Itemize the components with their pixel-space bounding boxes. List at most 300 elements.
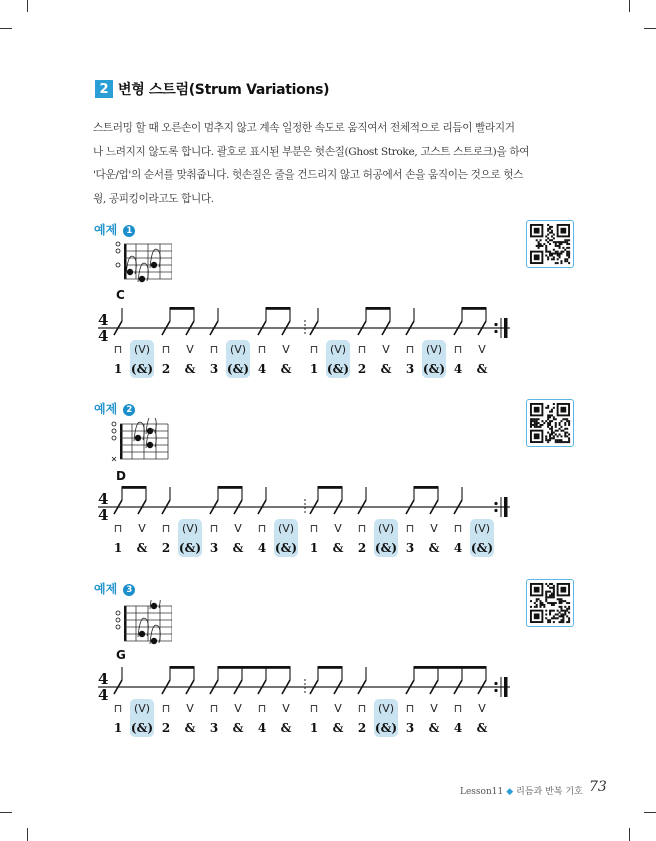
qr-module xyxy=(560,260,562,262)
section-number-badge: 2 xyxy=(95,80,113,98)
open-string-marker xyxy=(116,242,120,246)
repeat-dot xyxy=(494,330,497,333)
qr-module xyxy=(557,613,559,615)
crop-mark xyxy=(644,28,656,29)
qr-module xyxy=(553,241,555,243)
count-label: (&) xyxy=(470,541,494,555)
qr-module xyxy=(560,262,562,264)
qr-module xyxy=(555,241,557,243)
qr-module xyxy=(538,241,540,243)
qr-module xyxy=(536,420,538,422)
qr-module xyxy=(568,441,570,443)
strum-notation-2 xyxy=(90,482,530,560)
qr-module xyxy=(549,439,551,441)
stroke-symbol: ⊓ xyxy=(209,702,219,715)
qr-module xyxy=(562,610,564,612)
qr-module xyxy=(553,594,555,596)
stroke-symbol: V xyxy=(478,702,486,715)
qr-module xyxy=(547,405,549,407)
qr-module xyxy=(540,604,542,606)
qr-module xyxy=(555,418,557,420)
time-signature-top: 4 xyxy=(98,670,109,688)
qr-module xyxy=(536,606,538,608)
stroke-symbol: ⊓ xyxy=(113,702,123,715)
time-signature-bottom: 4 xyxy=(98,327,109,345)
qr-module xyxy=(540,239,542,241)
count-label: 3 xyxy=(405,541,415,555)
crop-mark xyxy=(0,812,12,813)
qr-module xyxy=(557,251,559,253)
qr-module xyxy=(547,416,549,418)
page-footer xyxy=(460,784,583,797)
stroke-symbol: ⊓ xyxy=(405,702,415,715)
stroke-symbol: ⊓ xyxy=(357,702,367,715)
qr-module xyxy=(555,430,557,432)
qr-module xyxy=(566,241,568,243)
qr-module xyxy=(545,610,547,612)
qr-code-icon[interactable] xyxy=(526,220,574,268)
count-label: & xyxy=(232,541,244,555)
qr-module xyxy=(549,610,551,612)
qr-module xyxy=(557,245,559,247)
qr-module xyxy=(549,591,551,593)
qr-module xyxy=(551,583,553,585)
qr-module xyxy=(547,424,549,426)
stroke-symbol: (V) xyxy=(229,343,247,356)
qr-module xyxy=(560,420,562,422)
qr-module xyxy=(536,239,538,241)
qr-module xyxy=(559,254,561,256)
qr-module xyxy=(538,598,540,600)
qr-module xyxy=(562,617,564,619)
paragraph-line: 윙, 공피킹이라고도 합니다. xyxy=(93,192,214,205)
qr-module xyxy=(564,612,566,614)
time-signature-bottom: 4 xyxy=(98,506,109,524)
qr-module xyxy=(555,602,557,604)
qr-module xyxy=(530,420,532,422)
qr-module xyxy=(547,621,549,623)
qr-module xyxy=(559,598,561,600)
qr-module xyxy=(560,435,562,437)
stroke-symbol: (V) xyxy=(377,702,395,715)
qr-module xyxy=(534,420,536,422)
qr-module xyxy=(555,433,557,435)
qr-finder-center xyxy=(534,228,540,234)
stroke-symbol: ⊓ xyxy=(161,702,171,715)
qr-module xyxy=(540,426,542,428)
open-string-marker xyxy=(116,618,120,622)
qr-module xyxy=(545,594,547,596)
footer-lesson: Lesson11 xyxy=(460,787,504,797)
repeat-dot xyxy=(494,323,497,326)
chord-name: G xyxy=(116,648,126,662)
qr-module xyxy=(568,439,570,441)
qr-module xyxy=(566,621,568,623)
qr-module xyxy=(557,435,559,437)
qr-module xyxy=(541,602,543,604)
qr-module xyxy=(551,587,553,589)
time-signature-top: 4 xyxy=(98,311,109,329)
qr-module xyxy=(553,615,555,617)
qr-code-icon[interactable] xyxy=(526,579,574,627)
qr-module xyxy=(566,418,568,420)
qr-module xyxy=(545,420,547,422)
crop-mark xyxy=(629,0,630,12)
qr-module xyxy=(568,247,570,249)
example-label-2 xyxy=(94,400,135,417)
stroke-symbol: V xyxy=(234,702,242,715)
count-label: 1 xyxy=(309,362,319,376)
qr-module xyxy=(566,435,568,437)
qr-module xyxy=(562,247,564,249)
qr-module xyxy=(555,617,557,619)
count-label: 1 xyxy=(113,721,123,735)
qr-module xyxy=(551,593,553,595)
qr-module xyxy=(568,243,570,245)
qr-module xyxy=(555,426,557,428)
stroke-symbol: V xyxy=(382,343,390,356)
beam xyxy=(414,666,487,669)
qr-module xyxy=(538,245,540,247)
qr-module xyxy=(547,422,549,424)
qr-module xyxy=(559,606,561,608)
qr-module xyxy=(553,585,555,587)
strum-notation-3 xyxy=(90,662,530,740)
count-label: & xyxy=(280,362,292,376)
repeat-thick-bar xyxy=(504,497,508,517)
qr-module xyxy=(534,424,536,426)
example-number-badge: 3 xyxy=(123,584,135,596)
qr-module xyxy=(551,254,553,256)
qr-code-icon[interactable] xyxy=(526,399,574,447)
count-label: 4 xyxy=(453,541,463,555)
qr-module xyxy=(549,226,551,228)
qr-module xyxy=(557,262,559,264)
qr-module xyxy=(543,422,545,424)
qr-module xyxy=(564,428,566,430)
stroke-symbol: V xyxy=(430,702,438,715)
count-label: (&) xyxy=(130,721,154,735)
qr-module xyxy=(536,426,538,428)
qr-module xyxy=(568,606,570,608)
qr-module xyxy=(536,598,538,600)
stroke-symbol: ⊓ xyxy=(161,522,171,535)
qr-module xyxy=(568,619,570,621)
stroke-symbol: V xyxy=(478,343,486,356)
diamond-icon: ◆ xyxy=(506,787,514,797)
qr-module xyxy=(560,615,562,617)
qr-module xyxy=(559,602,561,604)
crop-mark xyxy=(27,828,28,841)
qr-module xyxy=(549,228,551,230)
count-label: & xyxy=(184,721,196,735)
qr-module xyxy=(553,234,555,236)
qr-module xyxy=(560,621,562,623)
qr-module xyxy=(534,426,536,428)
qr-module xyxy=(547,251,549,253)
qr-module xyxy=(560,598,562,600)
qr-module xyxy=(534,606,536,608)
qr-module xyxy=(540,602,542,604)
qr-module xyxy=(568,239,570,241)
count-label: (&) xyxy=(326,362,350,376)
qr-module xyxy=(566,615,568,617)
chord-name: C xyxy=(116,288,125,302)
qr-module xyxy=(547,602,549,604)
count-label: & xyxy=(136,541,148,555)
qr-module xyxy=(566,251,568,253)
qr-module xyxy=(564,600,566,602)
qr-module xyxy=(568,251,570,253)
qr-module xyxy=(555,243,557,245)
qr-module xyxy=(555,262,557,264)
qr-module xyxy=(545,251,547,253)
qr-module xyxy=(559,247,561,249)
qr-module xyxy=(553,589,555,591)
qr-module xyxy=(545,435,547,437)
open-string-marker xyxy=(112,422,116,426)
qr-module xyxy=(568,617,570,619)
qr-module xyxy=(553,437,555,439)
beam xyxy=(170,307,195,310)
qr-module xyxy=(559,600,561,602)
qr-module xyxy=(560,602,562,604)
qr-module xyxy=(547,256,549,258)
qr-module xyxy=(553,237,555,239)
qr-module xyxy=(560,613,562,615)
chord-nut xyxy=(120,424,123,459)
qr-module xyxy=(557,253,559,255)
qr-module xyxy=(560,606,562,608)
qr-module xyxy=(547,439,549,441)
stroke-symbol: ⊓ xyxy=(257,343,267,356)
count-label: 2 xyxy=(161,721,171,735)
qr-module xyxy=(547,234,549,236)
qr-module xyxy=(551,594,553,596)
stroke-symbol: ⊓ xyxy=(357,343,367,356)
count-label: 2 xyxy=(161,541,171,555)
qr-module xyxy=(564,606,566,608)
qr-module xyxy=(568,612,570,614)
stroke-symbol: ⊓ xyxy=(309,522,319,535)
qr-finder-center xyxy=(534,613,540,619)
page-number: 73 xyxy=(589,779,607,795)
qr-module xyxy=(566,243,568,245)
qr-module xyxy=(568,422,570,424)
qr-finder-center xyxy=(560,228,566,234)
qr-module xyxy=(551,428,553,430)
qr-module xyxy=(538,418,540,420)
qr-module xyxy=(555,422,557,424)
qr-module xyxy=(538,247,540,249)
count-label: 3 xyxy=(405,721,415,735)
qr-module xyxy=(545,239,547,241)
qr-module xyxy=(551,604,553,606)
qr-module xyxy=(562,619,564,621)
beam xyxy=(414,486,439,489)
stroke-symbol: ⊓ xyxy=(453,343,463,356)
beam xyxy=(318,666,343,669)
qr-module xyxy=(534,602,536,604)
qr-module xyxy=(553,610,555,612)
qr-module xyxy=(553,256,555,258)
qr-module xyxy=(551,253,553,255)
stroke-symbol: ⊓ xyxy=(405,522,415,535)
beam xyxy=(218,486,243,489)
qr-module xyxy=(560,608,562,610)
repeat-thick-bar xyxy=(504,677,508,697)
qr-module xyxy=(566,428,568,430)
qr-module xyxy=(549,254,551,256)
qr-module xyxy=(549,416,551,418)
qr-module xyxy=(551,437,553,439)
qr-module xyxy=(559,428,561,430)
stroke-symbol: (V) xyxy=(181,522,199,535)
qr-module xyxy=(559,245,561,247)
paragraph-line: '다운/업'의 순서를 맞춰줍니다. 헛손질은 줄을 건드리지 않고 허공에서 손을 움직이는 것으로 헛스 xyxy=(93,169,524,181)
count-label: (&) xyxy=(422,362,446,376)
qr-module xyxy=(549,253,551,255)
qr-module xyxy=(549,612,551,614)
stroke-symbol: ⊓ xyxy=(257,522,267,535)
qr-module xyxy=(549,428,551,430)
qr-module xyxy=(564,441,566,443)
qr-module xyxy=(562,241,564,243)
qr-module xyxy=(566,239,568,241)
beam xyxy=(462,307,487,310)
qr-module xyxy=(555,245,557,247)
qr-module xyxy=(560,430,562,432)
qr-module xyxy=(541,420,543,422)
open-string-marker xyxy=(116,625,120,629)
qr-module xyxy=(553,593,555,595)
qr-module xyxy=(560,251,562,253)
open-string-marker xyxy=(116,611,120,615)
qr-module xyxy=(530,422,532,424)
count-label: 2 xyxy=(357,362,367,376)
qr-module xyxy=(549,596,551,598)
qr-module xyxy=(557,610,559,612)
repeat-dot xyxy=(494,509,497,512)
stroke-symbol: (V) xyxy=(277,522,295,535)
qr-module xyxy=(545,247,547,249)
qr-module xyxy=(551,411,553,413)
qr-module xyxy=(566,258,568,260)
qr-finder-center xyxy=(534,433,540,439)
open-string-marker xyxy=(112,429,116,433)
qr-module xyxy=(562,615,564,617)
qr-module xyxy=(564,249,566,251)
qr-module xyxy=(547,237,549,239)
count-label: & xyxy=(380,362,392,376)
qr-module xyxy=(549,619,551,621)
qr-module xyxy=(545,235,547,237)
qr-module xyxy=(553,432,555,434)
stroke-symbol: (V) xyxy=(133,343,151,356)
qr-module xyxy=(557,617,559,619)
qr-module xyxy=(560,241,562,243)
qr-module xyxy=(541,604,543,606)
qr-module xyxy=(549,414,551,416)
count-label: 1 xyxy=(309,721,319,735)
stroke-symbol: V xyxy=(186,702,194,715)
stroke-symbol: V xyxy=(334,522,342,535)
qr-module xyxy=(549,239,551,241)
beam xyxy=(318,486,343,489)
qr-module xyxy=(547,414,549,416)
qr-module xyxy=(553,258,555,260)
qr-finder-center xyxy=(534,587,540,593)
qr-module xyxy=(532,424,534,426)
qr-module xyxy=(553,617,555,619)
qr-module xyxy=(551,409,553,411)
count-label: 1 xyxy=(113,541,123,555)
qr-module xyxy=(549,587,551,589)
repeat-dot xyxy=(494,689,497,692)
open-string-marker xyxy=(116,249,120,253)
time-signature-top: 4 xyxy=(98,490,109,508)
count-label: 3 xyxy=(405,362,415,376)
section-title: 변형 스트럼(Strum Variations) xyxy=(118,82,330,98)
qr-module xyxy=(549,602,551,604)
qr-module xyxy=(547,596,549,598)
count-label: & xyxy=(476,721,488,735)
qr-module xyxy=(568,420,570,422)
qr-module xyxy=(549,420,551,422)
stroke-symbol: V xyxy=(282,343,290,356)
stroke-symbol: (V) xyxy=(133,702,151,715)
qr-module xyxy=(568,602,570,604)
qr-module xyxy=(547,441,549,443)
qr-module xyxy=(562,418,564,420)
qr-module xyxy=(549,613,551,615)
qr-module xyxy=(557,441,559,443)
chord-diagram-d xyxy=(108,418,172,464)
qr-module xyxy=(555,251,557,253)
stroke-symbol: ⊓ xyxy=(113,522,123,535)
repeat-dot xyxy=(494,502,497,505)
qr-module xyxy=(551,420,553,422)
finger-dot xyxy=(139,631,145,637)
count-label: & xyxy=(184,362,196,376)
qr-module xyxy=(549,437,551,439)
paragraph-line: 나 느려지지 않도록 합니다. 괄호로 표시된 부분은 헛손질(Ghost Stroke, 고스트 스트로크)을 하여 xyxy=(93,145,530,158)
count-label: 1 xyxy=(113,362,123,376)
qr-module xyxy=(553,253,555,255)
qr-module xyxy=(547,591,549,593)
qr-module xyxy=(553,604,555,606)
qr-module xyxy=(560,253,562,255)
time-signature-bottom: 4 xyxy=(98,686,109,704)
finger-dot xyxy=(135,435,141,441)
qr-module xyxy=(560,610,562,612)
qr-module xyxy=(559,422,561,424)
repeat-thick-bar xyxy=(504,318,508,338)
qr-module xyxy=(566,602,568,604)
qr-module xyxy=(549,232,551,234)
qr-module xyxy=(568,262,570,264)
count-label: & xyxy=(332,721,344,735)
count-label: 3 xyxy=(209,362,219,376)
qr-module xyxy=(562,441,564,443)
stroke-symbol: ⊓ xyxy=(309,343,319,356)
qr-module xyxy=(536,422,538,424)
qr-module xyxy=(545,591,547,593)
qr-module xyxy=(536,424,538,426)
qr-module xyxy=(559,612,561,614)
qr-module xyxy=(564,613,566,615)
stroke-symbol: (V) xyxy=(473,522,491,535)
